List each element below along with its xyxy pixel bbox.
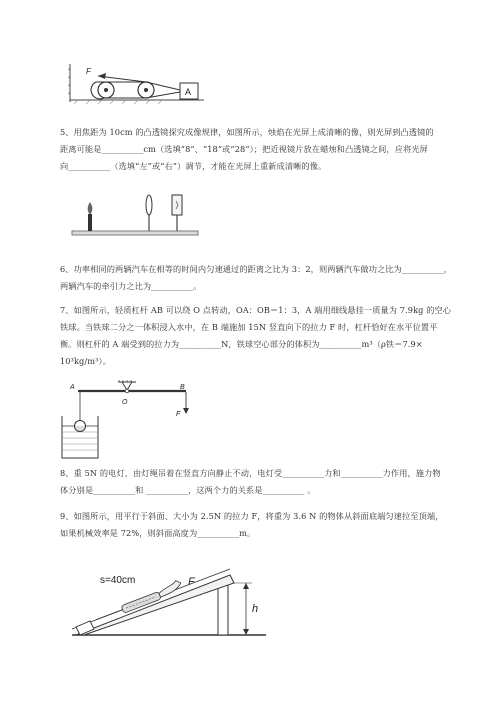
lever-label-f: F (176, 411, 181, 418)
q5-line-2: 距离可能是__________cm（选填“8”、“18”或“28”）；把近视镜片放在蜡烛和凸透镜之间，应将光屏 (60, 144, 428, 154)
q7-line-2: 铁球。当铁球二分之一体积浸入水中，在 B 端施加 15N 竖直向下的拉力 F 时，杠杆恰好在水平位置平 (60, 322, 438, 332)
q9-line-1: 9、如图所示，用平行于斜面、大小为 2.5N 的拉力 F，将重为 3.6 N 的物体从斜面底端匀速拉至顶端， (60, 511, 444, 521)
lever-label-o: O (122, 399, 128, 406)
q7-line-3: 衡。则杠杆的 A 端受到的拉力为__________N，铁球空心部分的体积为__________m³（ρ铁＝7.9× (60, 339, 423, 349)
q8-line-1: 8、重 5N 的电灯，由灯绳吊着在竖直方向静止不动，电灯受__________力和__________力作用，施力物 (60, 468, 441, 478)
lever-label-a: A (70, 384, 75, 391)
incline-label-f: F (188, 576, 195, 588)
q5-line-1: 5、用焦距为 10cm 的凸透镜探究成像规律，如图所示，烛焰在光屏上成清晰的像，则光屏到凸透镜的 (60, 127, 434, 137)
q6-line-1: 6、功率相同的两辆汽车在相等的时间内匀速通过的距离之比为 3：2，则两辆汽车做功之比为__________， (60, 264, 453, 274)
question-9 (60, 508, 460, 542)
q9-line-2: 如果机械效率是 72%，则斜面高度为__________m。 (60, 528, 256, 538)
question-6 (60, 261, 460, 295)
box-a-label: A (185, 87, 192, 97)
q7-line-4: 10³kg/m³）。 (60, 356, 111, 366)
force-label: F (86, 67, 91, 76)
question-7 (60, 302, 460, 370)
question-8 (60, 465, 460, 499)
pulley-figure (68, 58, 208, 108)
lever-figure (58, 380, 198, 462)
lever-label-b: B (180, 384, 185, 391)
optics-bench-figure (70, 192, 202, 244)
incline-figure (70, 555, 270, 641)
question-5 (60, 124, 460, 175)
q7-line-1: 7、如图所示，轻质杠杆 AB 可以绕 O 点转动，OA：OB＝1：3，A 端用细线悬挂一质量为 7.9kg 的空心 (60, 305, 452, 315)
q8-line-2: 体分别是__________和 __________，这两个力的关系是__________ 。 (60, 485, 316, 495)
q5-line-3: 向__________（选填“左”或“右”）调节，才能在光屏上重新成清晰的像。 (60, 161, 327, 171)
q6-line-2: 两辆汽车的牵引力之比为__________。 (60, 281, 202, 291)
incline-label-h: h (252, 603, 259, 615)
incline-label-s: s=40cm (100, 575, 136, 586)
